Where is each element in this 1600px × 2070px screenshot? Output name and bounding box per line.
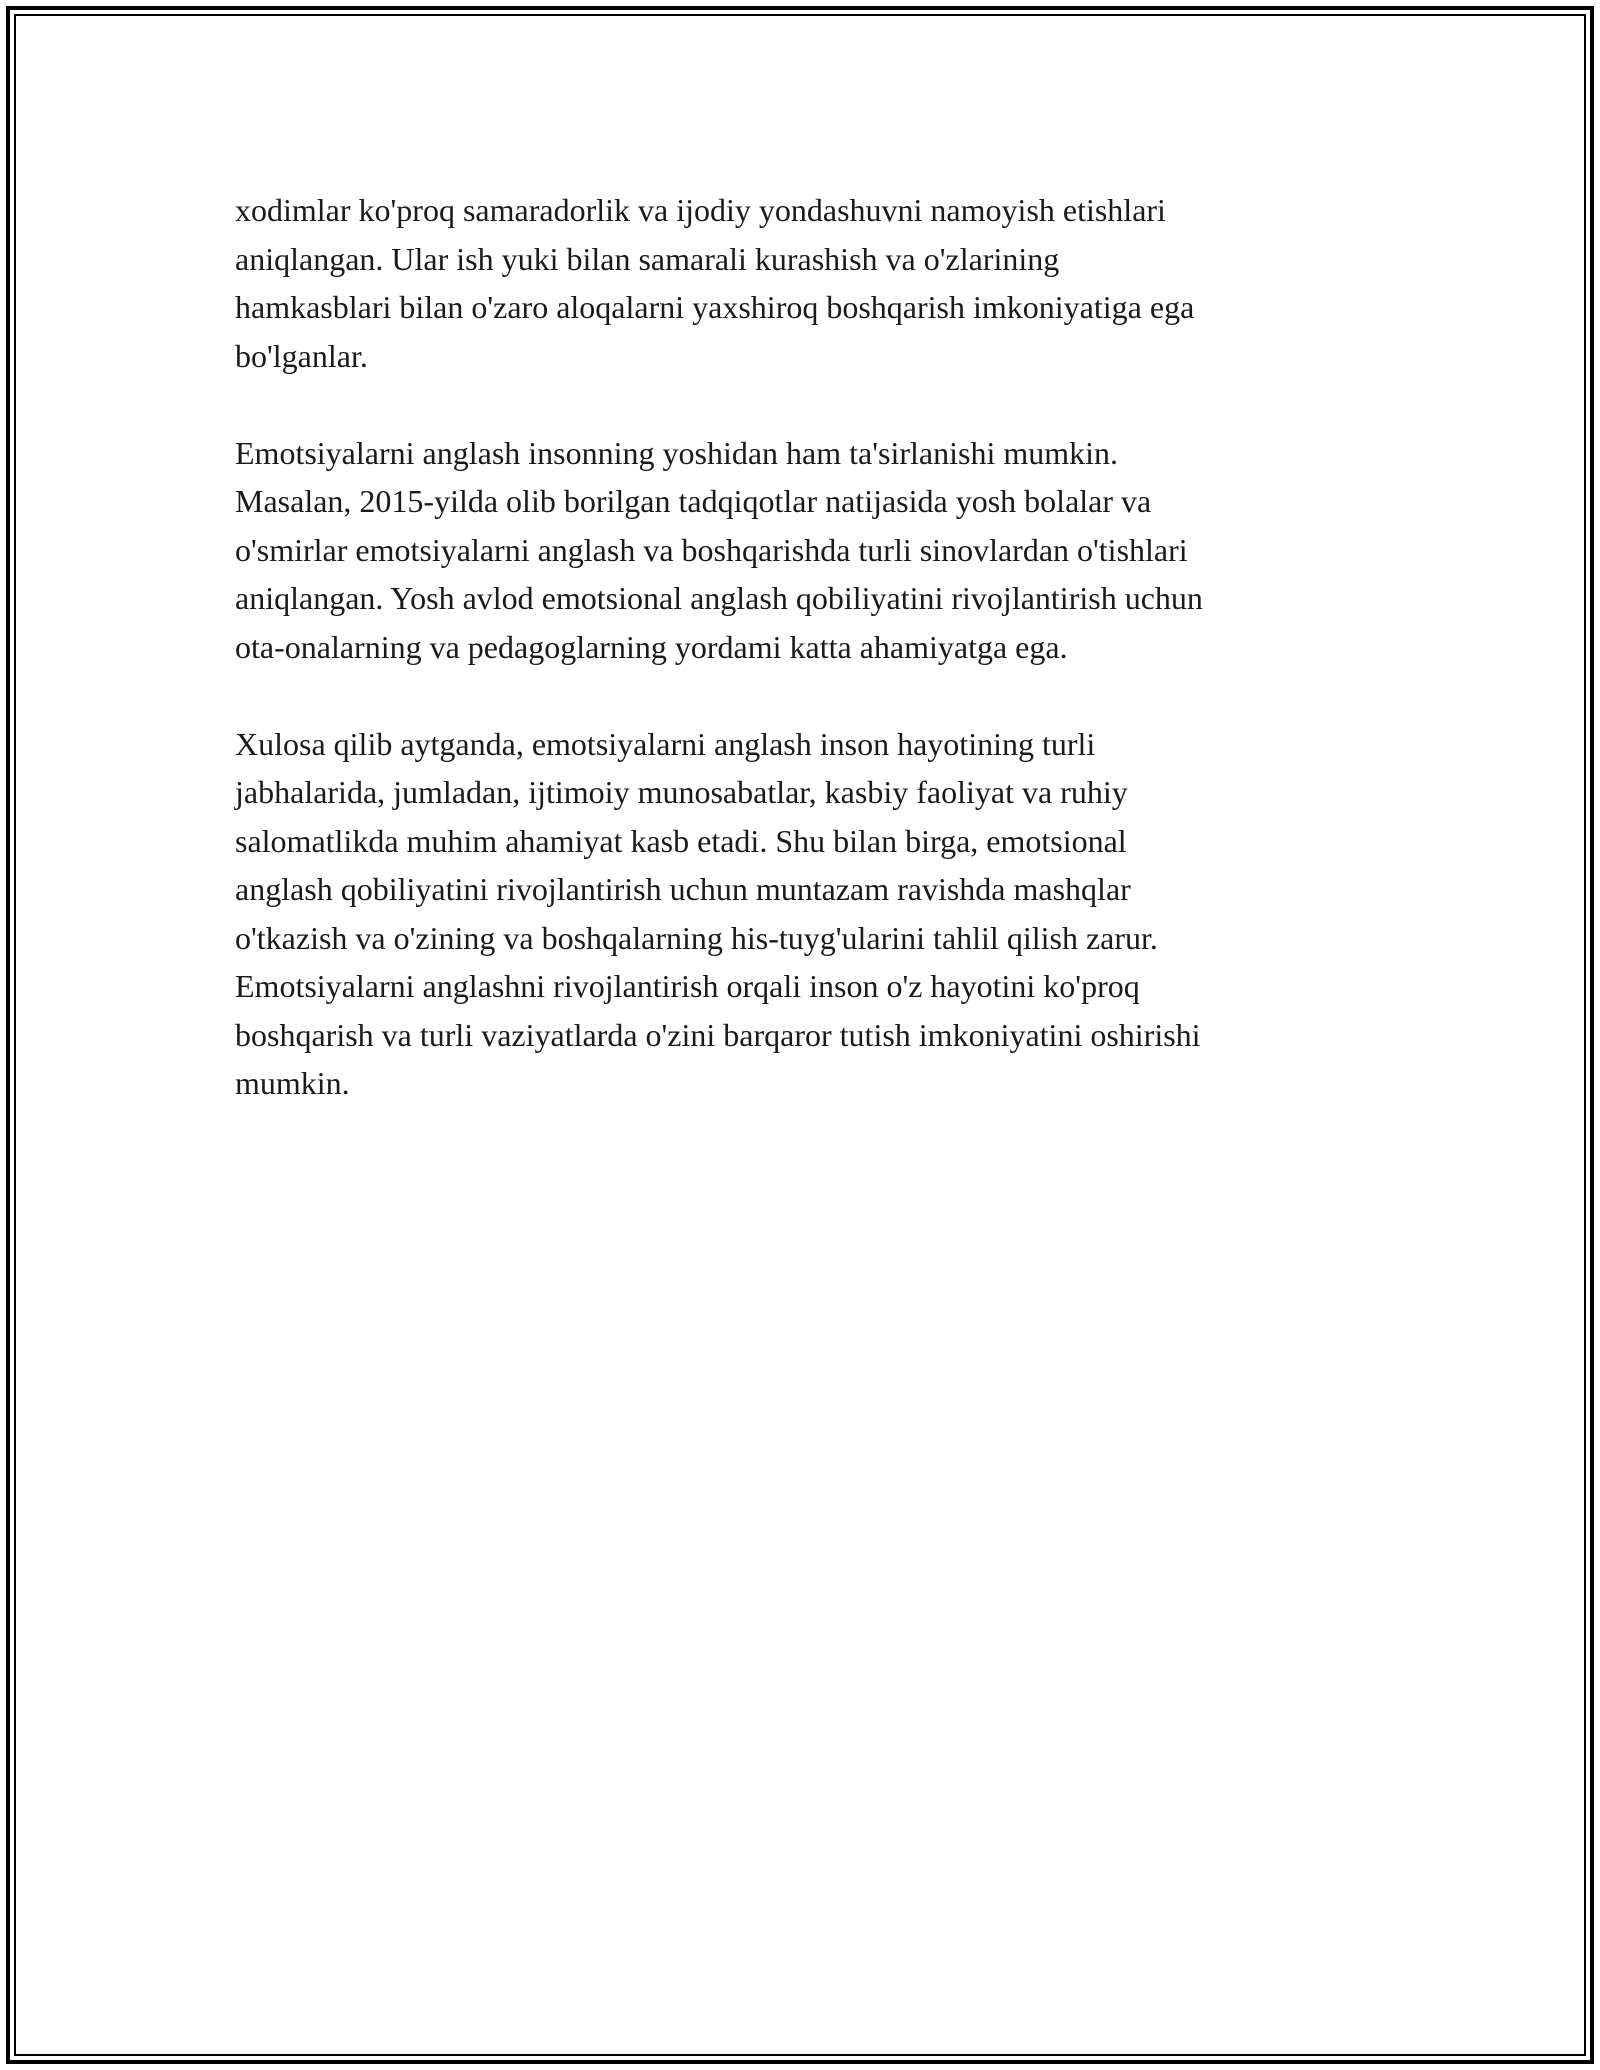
text-line: o'smirlar emotsiyalarni anglash va boshqarishda turli sinovlardan o'tishlari [235,531,1188,568]
text-line: jabhalarida, jumladan, ijtimoiy munosabatlar, kasbiy faoliyat va ruhiy [235,774,1128,810]
text-line: xodimlar ko'proq samaradorlik va ijodiy yondashuvni namoyish etishlari [235,192,1166,228]
text-line: Xulosa qilib aytganda, emotsiyalarni anglash inson hayotining turli [235,725,1096,762]
text-line: o'tkazish va o'zining va boshqalarning his-tuyg'ularini tahlil qilish zarur. [235,919,1158,956]
document-body [235,186,1365,1108]
text-line: aniqlangan. Ular ish yuki bilan samarali kurashish va o'zlarining [235,240,1060,277]
text-line: mumkin. [235,1065,350,1101]
text-line: hamkasblari bilan o'zaro aloqalarni yaxshiroq boshqarish imkoniyatiga ega [235,289,1195,325]
text-line: anglash qobiliyatini rivojlantirish uchun muntazam ravishda mashqlar [235,871,1131,907]
text-line: ota-onalarning va pedagoglarning yordami katta ahamiyatga ega. [235,628,1068,665]
text-line: boshqarish va turli vaziyatlarda o'zini barqaror tutish imkoniyatini oshirishi [235,1016,1201,1053]
text-line: salomatlikda muhim ahamiyat kasb etadi. Shu bilan birga, emotsional [235,822,1127,859]
text-line: Emotsiyalarni anglash insonning yoshidan ham ta'sirlanishi mumkin. [235,434,1118,471]
text-line: aniqlangan. Yosh avlod emotsional anglash qobiliyatini rivojlantirish uchun [235,580,1203,616]
paragraph-1 [235,186,1365,380]
text-line: Masalan, 2015-yilda olib borilgan tadqiqotlar natijasida yosh bolalar va [235,483,1152,519]
paragraph-2 [235,429,1365,672]
text-line: Emotsiyalarni anglashni rivojlantirish orqali inson o'z hayotini ko'proq [235,968,1140,1004]
text-line: bo'lganlar. [235,337,368,374]
paragraph-3 [235,720,1365,1108]
